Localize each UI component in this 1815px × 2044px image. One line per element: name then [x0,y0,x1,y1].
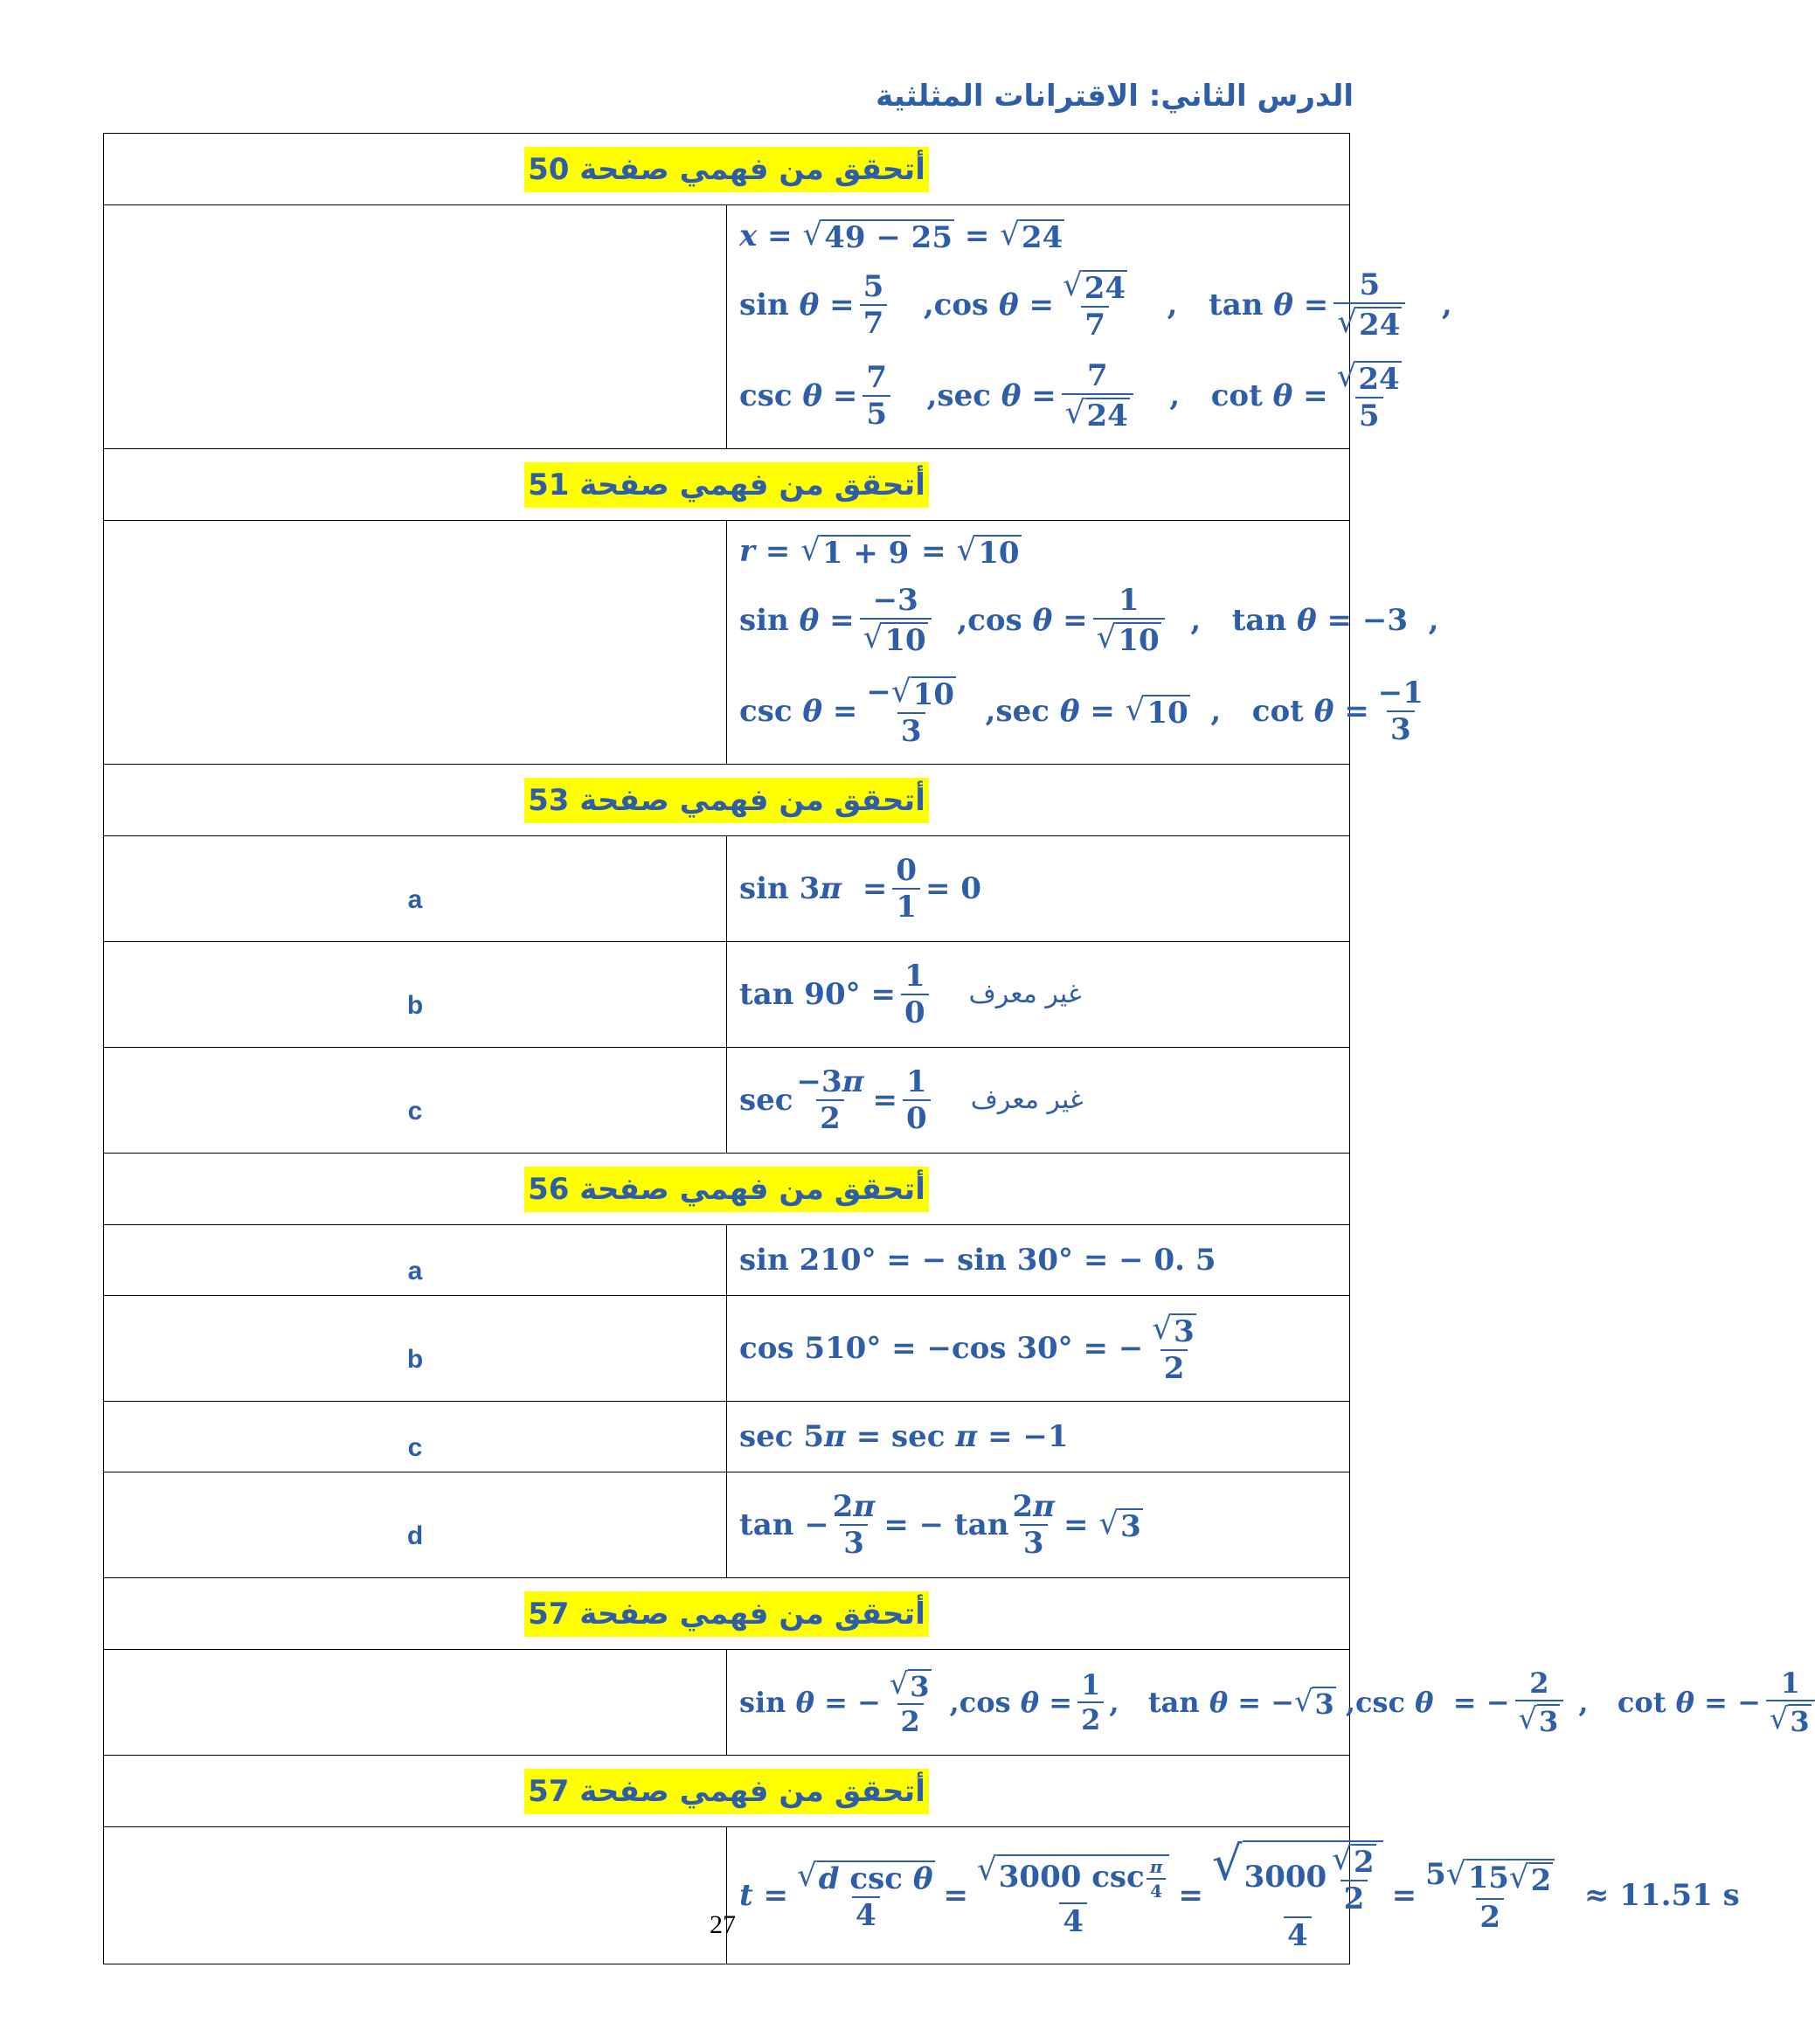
solution-row: a sin 210° = − sin 30° = − 0. 5 [104,1225,1350,1296]
part-label: c [104,1402,727,1472]
part-label: b [104,1296,727,1402]
part-label: b [104,942,727,1048]
section-header-row [104,134,1350,205]
approx-result: ≈ 11.51 s [1584,1878,1740,1913]
part-label: c [104,1048,727,1154]
section-header-row [104,1756,1350,1827]
solution-row: a sin 3 π = $\frac{0}{1}$ = 0 [104,836,1350,942]
solution-content: x = √ 49 − 25 = √ 24 sin θ = $\frac{5}{7}$ , cos θ = √ 24 7 , tan θ = 5 √ 24 , csc θ = $\frac{7}{5}$ , sec θ = 7 √ 24 , cot θ = √ 24 5 [727,205,1350,449]
solution-row [104,205,1350,449]
solution-row: d tan − $\frac{2\pi}{3}$ = − tan $\frac{2\pi}{3}$ = √ 3 [104,1472,1350,1578]
section-header: أتحقق من فهمي صفحة 50 [524,147,929,192]
page-number: 27 [710,1910,736,1939]
section-header-row [104,1154,1350,1225]
solution-row: c sec 5 π = sec π = −1 [104,1402,1350,1472]
section-header-row [104,449,1350,521]
page-title: الدرس الثاني: الاقترانات المثلثية [876,79,1354,114]
section-header: أتحقق من فهمي صفحة 57 [524,1591,929,1637]
part-label: a [104,836,727,942]
part-label: a [104,1225,727,1296]
solution-row: b cos 510° = −cos 30° = − √ 3 2 [104,1296,1350,1402]
undefined-note: غير معرف [970,1084,1084,1115]
undefined-note: غير معرف [968,979,1082,1009]
solution-row: c sec $\frac{-3\pi}{2}$ = $\frac{1}{0}$ غير معرف [104,1048,1350,1154]
section-header: أتحقق من فهمي صفحة 57 [524,1769,929,1814]
section-header: أتحقق من فهمي صفحة 56 [524,1167,929,1212]
section-header: أتحقق من فهمي صفحة 51 [524,462,929,508]
solution-row: b tan 90° = $\frac{1}{0}$ غير معرف [104,942,1350,1048]
section-header: أتحقق من فهمي صفحة 53 [524,778,929,823]
solution-row [104,521,1350,765]
part-label: d [104,1472,727,1578]
section-header-row [104,765,1350,836]
solution-row: sin θ = − √ 3 2 ,cos θ = $\frac{1}{2}$ , tan θ = − √ 3 ,csc θ = − 2 √ 3 , cot θ = − 1 √ 3 [104,1650,1350,1756]
solution-row: t = √ d csc θ 4 = √ 3000 csc $\frac{\pi}{4}$ 4 = √ 3000 √ 2 2 4 = 5 √ 15 √ 2 2 ≈ 11.51 s [104,1827,1350,1964]
section-header-row [104,1578,1350,1650]
solution-content: r = √ 1 + 9 = √ 10 sin θ = −3 √ 10 , cos θ = 1 √ 10 , tan θ = −3 , csc θ = − √ 10 3 , sec θ = √ 10 , cot θ = $\frac{-1}{3}$ [727,521,1350,765]
solutions-table [103,133,1810,1964]
